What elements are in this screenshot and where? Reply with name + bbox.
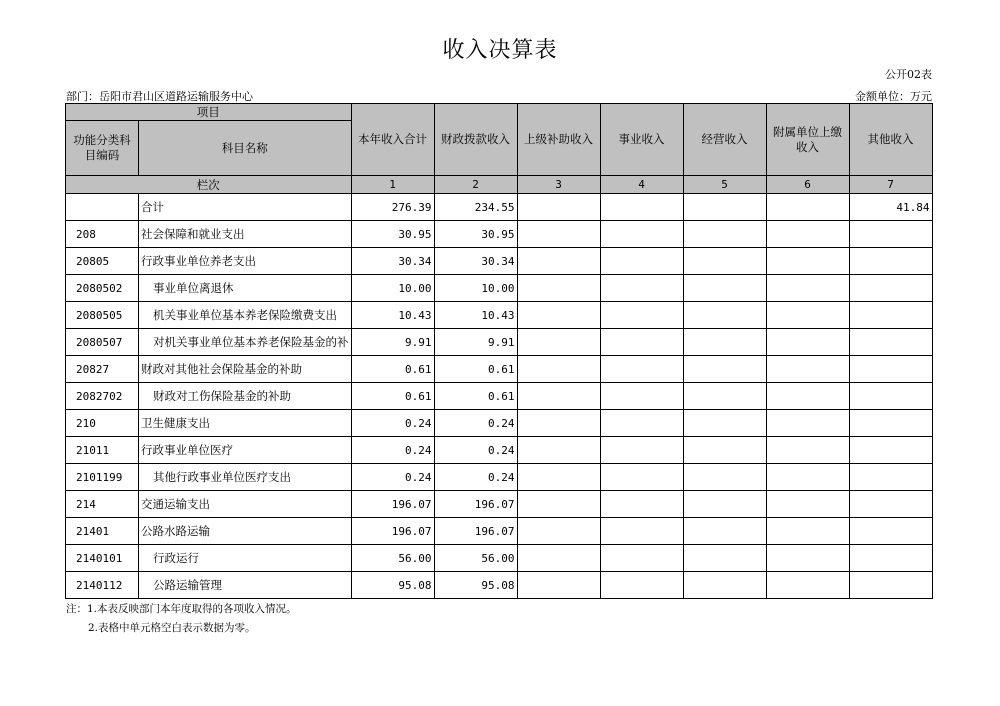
total-cell: 95.08	[351, 572, 434, 599]
func-code-cell: 21401	[66, 518, 139, 545]
affiliated-cell	[766, 518, 849, 545]
fiscal-cell: 0.24	[434, 410, 517, 437]
operating-cell	[683, 383, 766, 410]
header-item: 项目	[66, 104, 352, 121]
operating-cell	[683, 545, 766, 572]
superior-cell	[517, 464, 600, 491]
superior-cell	[517, 302, 600, 329]
total-cell: 196.07	[351, 491, 434, 518]
table-row	[66, 572, 933, 599]
total-cell: 56.00	[351, 545, 434, 572]
header-subject-name: 科目名称	[139, 121, 352, 176]
operating-cell	[683, 275, 766, 302]
superior-cell	[517, 356, 600, 383]
superior-cell	[517, 329, 600, 356]
total-cell: 10.43	[351, 302, 434, 329]
table-row	[66, 464, 933, 491]
func-code-cell: 2080505	[66, 302, 139, 329]
business-cell	[600, 545, 683, 572]
total-cell: 10.00	[351, 275, 434, 302]
func-code-cell: 20827	[66, 356, 139, 383]
fiscal-cell: 56.00	[434, 545, 517, 572]
business-cell	[600, 329, 683, 356]
business-cell	[600, 248, 683, 275]
header-business: 事业收入	[600, 104, 683, 176]
affiliated-cell	[766, 464, 849, 491]
subject-name-cell: 公路运输管理	[139, 572, 352, 599]
affiliated-cell	[766, 302, 849, 329]
other-cell	[849, 275, 932, 302]
other-cell	[849, 302, 932, 329]
affiliated-cell	[766, 356, 849, 383]
superior-cell	[517, 518, 600, 545]
other-cell	[849, 572, 932, 599]
other-cell	[849, 491, 932, 518]
operating-cell	[683, 356, 766, 383]
superior-cell	[517, 437, 600, 464]
subject-name-cell: 卫生健康支出	[139, 410, 352, 437]
subject-name-cell: 公路水路运输	[139, 518, 352, 545]
superior-cell	[517, 275, 600, 302]
fiscal-cell: 0.61	[434, 356, 517, 383]
superior-cell	[517, 248, 600, 275]
amount-unit-label: 金额单位：万元	[855, 90, 932, 103]
note-1: 注：1.本表反映部门本年度取得的各项收入情况。	[66, 603, 297, 615]
business-cell	[600, 194, 683, 221]
affiliated-cell	[766, 437, 849, 464]
superior-cell	[517, 383, 600, 410]
table-row	[66, 491, 933, 518]
affiliated-cell	[766, 329, 849, 356]
business-cell	[600, 275, 683, 302]
fiscal-cell: 95.08	[434, 572, 517, 599]
other-cell	[849, 545, 932, 572]
table-row	[66, 248, 933, 275]
other-cell	[849, 248, 932, 275]
table-row	[66, 545, 933, 572]
func-code-cell: 2082702	[66, 383, 139, 410]
subject-name-cell: 行政事业单位医疗	[139, 437, 352, 464]
subject-name-cell: 合计	[139, 194, 352, 221]
header-other: 其他收入	[849, 104, 932, 176]
header-row-column-numbers	[66, 176, 933, 194]
table-row	[66, 437, 933, 464]
superior-cell	[517, 410, 600, 437]
subject-name-cell: 其他行政事业单位医疗支出	[139, 464, 352, 491]
affiliated-cell	[766, 545, 849, 572]
department-label: 部门：岳阳市君山区道路运输服务中心	[66, 90, 253, 103]
other-cell	[849, 383, 932, 410]
operating-cell	[683, 248, 766, 275]
business-cell	[600, 518, 683, 545]
subject-name-cell: 机关事业单位基本养老保险缴费支出	[139, 302, 352, 329]
business-cell	[600, 572, 683, 599]
business-cell	[600, 302, 683, 329]
total-cell: 30.34	[351, 248, 434, 275]
table-row	[66, 329, 933, 356]
func-code-cell: 208	[66, 221, 139, 248]
subject-name-cell: 行政运行	[139, 545, 352, 572]
affiliated-cell	[766, 491, 849, 518]
func-code-cell: 20805	[66, 248, 139, 275]
operating-cell	[683, 491, 766, 518]
fiscal-cell: 196.07	[434, 491, 517, 518]
column-number: 5	[683, 176, 766, 194]
header-total: 本年收入合计	[351, 104, 434, 176]
operating-cell	[683, 437, 766, 464]
fiscal-cell: 234.55	[434, 194, 517, 221]
total-cell: 0.24	[351, 464, 434, 491]
func-code-cell: 214	[66, 491, 139, 518]
total-cell: 9.91	[351, 329, 434, 356]
affiliated-cell	[766, 194, 849, 221]
total-cell: 0.24	[351, 437, 434, 464]
subject-name-cell: 社会保障和就业支出	[139, 221, 352, 248]
operating-cell	[683, 572, 766, 599]
other-cell	[849, 464, 932, 491]
operating-cell	[683, 221, 766, 248]
func-code-cell: 2140101	[66, 545, 139, 572]
header-column-label: 栏次	[66, 176, 352, 194]
header-affiliated: 附属单位上缴收入	[766, 104, 849, 176]
column-number: 1	[351, 176, 434, 194]
fiscal-cell: 30.95	[434, 221, 517, 248]
total-cell: 0.24	[351, 410, 434, 437]
total-cell: 30.95	[351, 221, 434, 248]
business-cell	[600, 356, 683, 383]
fiscal-cell: 10.43	[434, 302, 517, 329]
subject-name-cell: 交通运输支出	[139, 491, 352, 518]
affiliated-cell	[766, 275, 849, 302]
subject-name-cell: 事业单位离退休	[139, 275, 352, 302]
affiliated-cell	[766, 383, 849, 410]
table-row	[66, 302, 933, 329]
table-row	[66, 356, 933, 383]
superior-cell	[517, 194, 600, 221]
business-cell	[600, 410, 683, 437]
other-cell: 41.84	[849, 194, 932, 221]
header-func-code: 功能分类科目编码	[66, 121, 139, 176]
total-cell: 0.61	[351, 356, 434, 383]
header-row-item	[66, 104, 933, 121]
column-number: 4	[600, 176, 683, 194]
header-fiscal: 财政拨款收入	[434, 104, 517, 176]
fiscal-cell: 9.91	[434, 329, 517, 356]
column-number: 7	[849, 176, 932, 194]
fiscal-cell: 0.24	[434, 437, 517, 464]
column-number: 6	[766, 176, 849, 194]
operating-cell	[683, 302, 766, 329]
other-cell	[849, 221, 932, 248]
func-code-cell: 2101199	[66, 464, 139, 491]
column-number: 2	[434, 176, 517, 194]
table-notes	[66, 600, 297, 638]
subject-name-cell: 财政对工伤保险基金的补助	[139, 383, 352, 410]
fiscal-cell: 0.24	[434, 464, 517, 491]
business-cell	[600, 491, 683, 518]
business-cell	[600, 221, 683, 248]
report-title: 收入决算表	[442, 38, 558, 63]
total-cell: 276.39	[351, 194, 434, 221]
func-code-cell: 2140112	[66, 572, 139, 599]
subject-name-cell: 对机关事业单位基本养老保险基金的补	[139, 329, 352, 356]
affiliated-cell	[766, 572, 849, 599]
other-cell	[849, 356, 932, 383]
func-code-cell: 2080502	[66, 275, 139, 302]
affiliated-cell	[766, 248, 849, 275]
subject-name-cell: 行政事业单位养老支出	[139, 248, 352, 275]
operating-cell	[683, 464, 766, 491]
column-number: 3	[517, 176, 600, 194]
table-row	[66, 518, 933, 545]
total-cell: 196.07	[351, 518, 434, 545]
table-row	[66, 194, 933, 221]
fiscal-cell: 0.61	[434, 383, 517, 410]
fiscal-cell: 10.00	[434, 275, 517, 302]
form-code: 公开02表	[885, 68, 932, 81]
operating-cell	[683, 329, 766, 356]
func-code-cell: 210	[66, 410, 139, 437]
note-2: 2.表格中单元格空白表示数据为零。	[88, 622, 256, 634]
fiscal-cell: 196.07	[434, 518, 517, 545]
other-cell	[849, 329, 932, 356]
other-cell	[849, 518, 932, 545]
table-row	[66, 383, 933, 410]
superior-cell	[517, 221, 600, 248]
superior-cell	[517, 572, 600, 599]
header-operating: 经营收入	[683, 104, 766, 176]
table-row	[66, 275, 933, 302]
other-cell	[849, 410, 932, 437]
operating-cell	[683, 518, 766, 545]
superior-cell	[517, 545, 600, 572]
header-superior: 上级补助收入	[517, 104, 600, 176]
superior-cell	[517, 491, 600, 518]
business-cell	[600, 383, 683, 410]
affiliated-cell	[766, 410, 849, 437]
operating-cell	[683, 194, 766, 221]
operating-cell	[683, 410, 766, 437]
affiliated-cell	[766, 221, 849, 248]
business-cell	[600, 464, 683, 491]
business-cell	[600, 437, 683, 464]
other-cell	[849, 437, 932, 464]
func-code-cell: 21011	[66, 437, 139, 464]
func-code-cell: 2080507	[66, 329, 139, 356]
subject-name-cell: 财政对其他社会保险基金的补助	[139, 356, 352, 383]
total-cell: 0.61	[351, 383, 434, 410]
func-code-cell	[66, 194, 139, 221]
fiscal-cell: 30.34	[434, 248, 517, 275]
table-row	[66, 221, 933, 248]
table-row	[66, 410, 933, 437]
income-final-accounts-table	[65, 103, 933, 599]
